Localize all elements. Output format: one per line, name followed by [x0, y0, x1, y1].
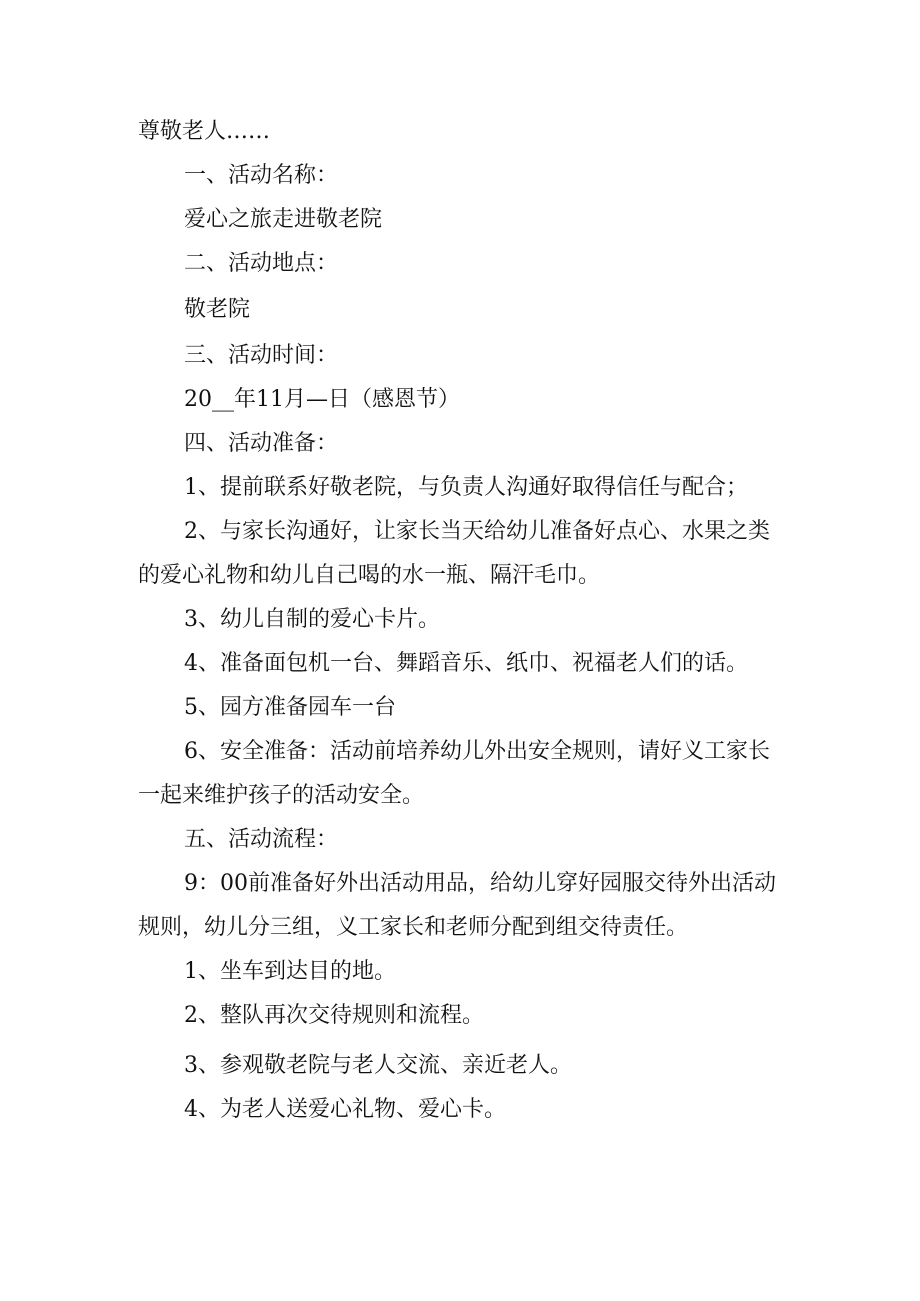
preparation-item-1: 1、提前联系好敬老院，与负责人沟通好取得信任与配合；	[184, 475, 748, 500]
heading-activity-location: 二、活动地点：	[184, 251, 339, 276]
activity-name-value: 爱心之旅走进敬老院	[184, 207, 383, 232]
process-step-4: 4、为老人送爱心礼物、爱心卡。	[184, 1097, 506, 1122]
paragraph-continuation: 尊敬老人……	[138, 119, 271, 144]
preparation-item-5: 5、园方准备园车一台	[184, 695, 396, 720]
preparation-item-4: 4、准备面包机一台、舞蹈音乐、纸巾、祝福老人们的话。	[184, 651, 748, 676]
process-step-1: 1、坐车到达目的地。	[184, 959, 396, 984]
preparation-item-2: 2、与家长沟通好，让家长当天给幼儿准备好点心、水果之类的爱心礼物和幼儿自己喝的水一瓶、隔汗毛巾。	[138, 519, 770, 588]
activity-location-value: 敬老院	[184, 297, 251, 322]
heading-activity-process: 五、活动流程：	[184, 827, 339, 852]
process-step-3: 3、参观敬老院与老人交流、亲近老人。	[184, 1053, 572, 1078]
activity-time-value: 20__年11月—日（感恩节）	[184, 387, 460, 412]
heading-activity-preparation: 四、活动准备：	[184, 431, 339, 456]
document-body	[138, 110, 788, 1132]
preparation-item-6: 6、安全准备：活动前培养幼儿外出安全规则，请好义工家长一起来维护孩子的活动安全。	[138, 739, 770, 808]
heading-activity-time: 三、活动时间：	[184, 343, 339, 368]
preparation-item-3: 3、幼儿自制的爱心卡片。	[184, 607, 440, 632]
process-step-2: 2、整队再次交待规则和流程。	[184, 1003, 484, 1028]
process-intro: 9：00前准备好外出活动用品，给幼儿穿好园服交待外出活动规则，幼儿分三组，义工家长和老师分配到组交待责任。	[138, 871, 776, 940]
heading-activity-name: 一、活动名称：	[184, 163, 339, 188]
